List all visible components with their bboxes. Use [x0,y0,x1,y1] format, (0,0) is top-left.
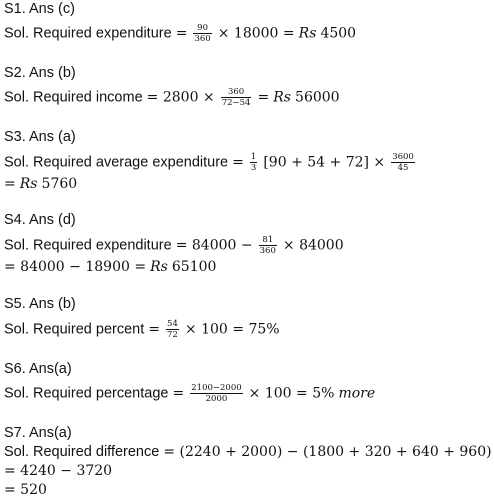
s3-value: 5760 [41,176,78,192]
s4-result [4,259,216,276]
s1-denominator: 360 [194,34,211,44]
s7-solution [4,444,492,461]
s5-answer: S5. Ans (b) [4,296,76,312]
s2-pre: = 2800 × [146,89,215,106]
s7-answer: S7. Ans(a) [4,425,72,441]
s3-numerator-1: 1 [250,152,257,162]
s6-solution [4,383,375,404]
s7-step-3: = 520 [4,482,47,498]
s1-equals: = [175,25,188,42]
s3-answer: S3. Ans (a) [4,129,76,145]
s2-value: 56000 [295,89,340,106]
s2-denominator: 72−54 [221,98,251,108]
s4-sol-label: Sol. Required expenditure [4,237,172,254]
s1-value: 4500 [320,25,357,42]
s6-equals: = [172,385,185,402]
s6-numerator: 2100−2000 [191,383,242,393]
s6-tail: × 100 = 5% [248,385,335,402]
s4-value: 65100 [171,259,217,275]
s1-solution [4,23,356,44]
s4-fraction [259,235,277,256]
s1-numerator: 90 [193,23,211,34]
s3-sol-label: Sol. Required average expenditure [4,154,229,171]
s4-pre: = 84000 − [175,237,253,254]
s5-fraction [166,319,179,340]
s4-answer: S4. Ans (d) [4,212,76,228]
s3-bracket: [90 + 54 + 72] × [263,154,386,171]
s4-unit: Rs [150,259,168,275]
s3-fraction-2 [391,152,415,173]
s4-tail: × 84000 [282,237,344,254]
s3-result-equals: = [4,176,16,192]
s2-answer: S2. Ans (b) [4,65,76,81]
s6-fraction [190,383,242,404]
s2-solution [4,87,340,108]
s6-denominator: 2000 [205,394,228,404]
s6-answer: S6. Ans(a) [4,361,72,377]
s7-step-2: = 4240 − 3720 [4,463,113,479]
s2-equals: = [257,89,270,106]
s1-sol-label: Sol. Required expenditure [4,25,172,42]
s3-denominator-1: 3 [250,163,257,173]
s6-more: more [338,385,376,402]
s5-numerator: 54 [167,319,178,329]
s7-sol-label: Sol. Required difference [4,444,160,460]
s5-solution [4,319,280,340]
s1-fraction [193,23,211,44]
s5-tail: × 100 = 75% [184,321,280,338]
s3-fraction-1 [250,152,257,173]
s3-equals: = [232,154,244,171]
s4-denominator: 360 [259,246,276,256]
s1-answer: S1. Ans (c) [4,1,75,17]
s2-fraction [221,87,252,108]
s4-result-expr: = 84000 − 18900 = [4,259,147,275]
s7-expression: = (2240 + 2000) − (1800 + 320 + 640 + 960) [163,444,492,460]
s4-numerator: 81 [259,235,277,246]
s1-tail: × 18000 = [217,25,295,42]
s3-result [4,176,77,193]
s6-sol-label: Sol. Required percentage [4,385,169,402]
s4-solution [4,235,344,256]
s1-unit: Rs [298,25,317,42]
s3-denominator-2: 45 [397,163,409,173]
s5-denominator: 72 [167,330,178,340]
s5-equals: = [148,321,161,338]
s2-unit: Rs [273,89,291,106]
s2-sol-label: Sol. Required income [4,89,143,106]
s3-solution [4,152,417,173]
s2-numerator: 360 [221,87,252,98]
s5-sol-label: Sol. Required percent [4,321,145,338]
s3-numerator-2: 3600 [392,152,414,162]
s3-unit: Rs [19,176,38,192]
